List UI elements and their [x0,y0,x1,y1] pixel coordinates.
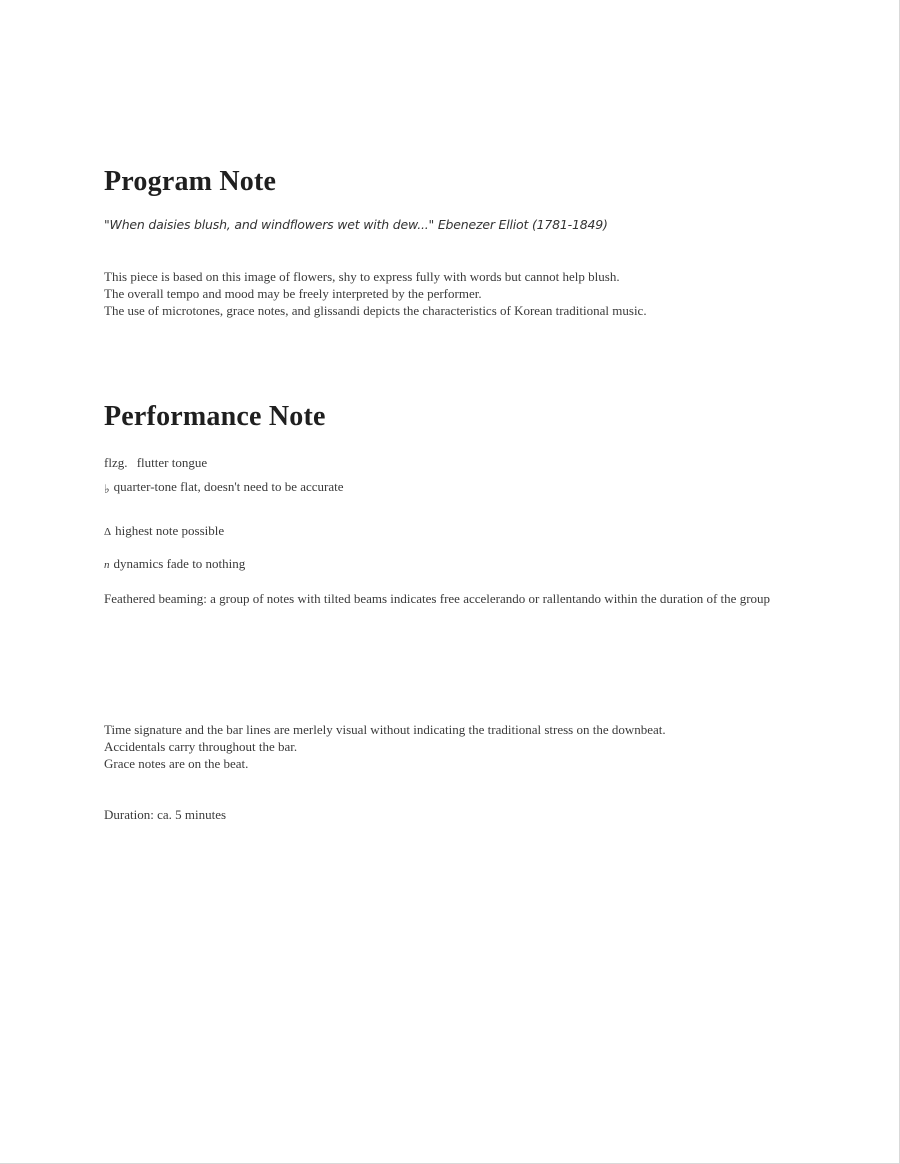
quarter-tone-line [104,478,344,498]
performance-note-line-3: Grace notes are on the beat. [104,756,249,771]
flutter-symbol: flzg. [104,455,128,470]
highest-note-line [104,522,224,541]
flutter-tongue-line [104,454,207,471]
program-note-line-1: This piece is based on this image of flowers, shy to express fully with words but cannot help blush. [104,269,620,284]
performance-note-heading: Performance Note [104,401,326,432]
duration-line: Duration: ca. 5 minutes [104,807,227,822]
program-note-line-3: The use of microtones, grace notes, and glissandi depicts the characteristics of Korean traditional music. [104,303,647,318]
performance-note-line-2: Accidentals carry throughout the bar. [104,739,298,754]
highest-text: highest note possible [115,523,225,538]
quarter-flat-text: quarter-tone flat, doesn't need to be accurate [113,479,344,494]
program-note-body [104,268,647,319]
flutter-text: flutter tongue [136,455,208,470]
niente-line [104,555,245,574]
program-note-line-2: The overall tempo and mood may be freely interpreted by the performer. [104,286,482,301]
program-note-heading: Program Note [104,166,277,197]
performance-notes-body [104,721,666,772]
niente-text: dynamics fade to nothing [113,556,246,571]
program-note-quote: "When daisies blush, and windflowers wet with dew..." Ebenezer Elliot (1781-1849) [104,217,608,232]
niente-icon: n [104,559,110,571]
triangle-icon: Δ [104,526,112,538]
feathered-beaming-line: Feathered beaming: a group of notes with tilted beams indicates free accelerando or rallentando within the duration of the group [104,591,771,606]
quarter-flat-icon: ♭ [104,482,110,496]
performance-note-line-1: Time signature and the bar lines are merlely visual without indicating the traditional stress on the downbeat. [104,722,666,737]
